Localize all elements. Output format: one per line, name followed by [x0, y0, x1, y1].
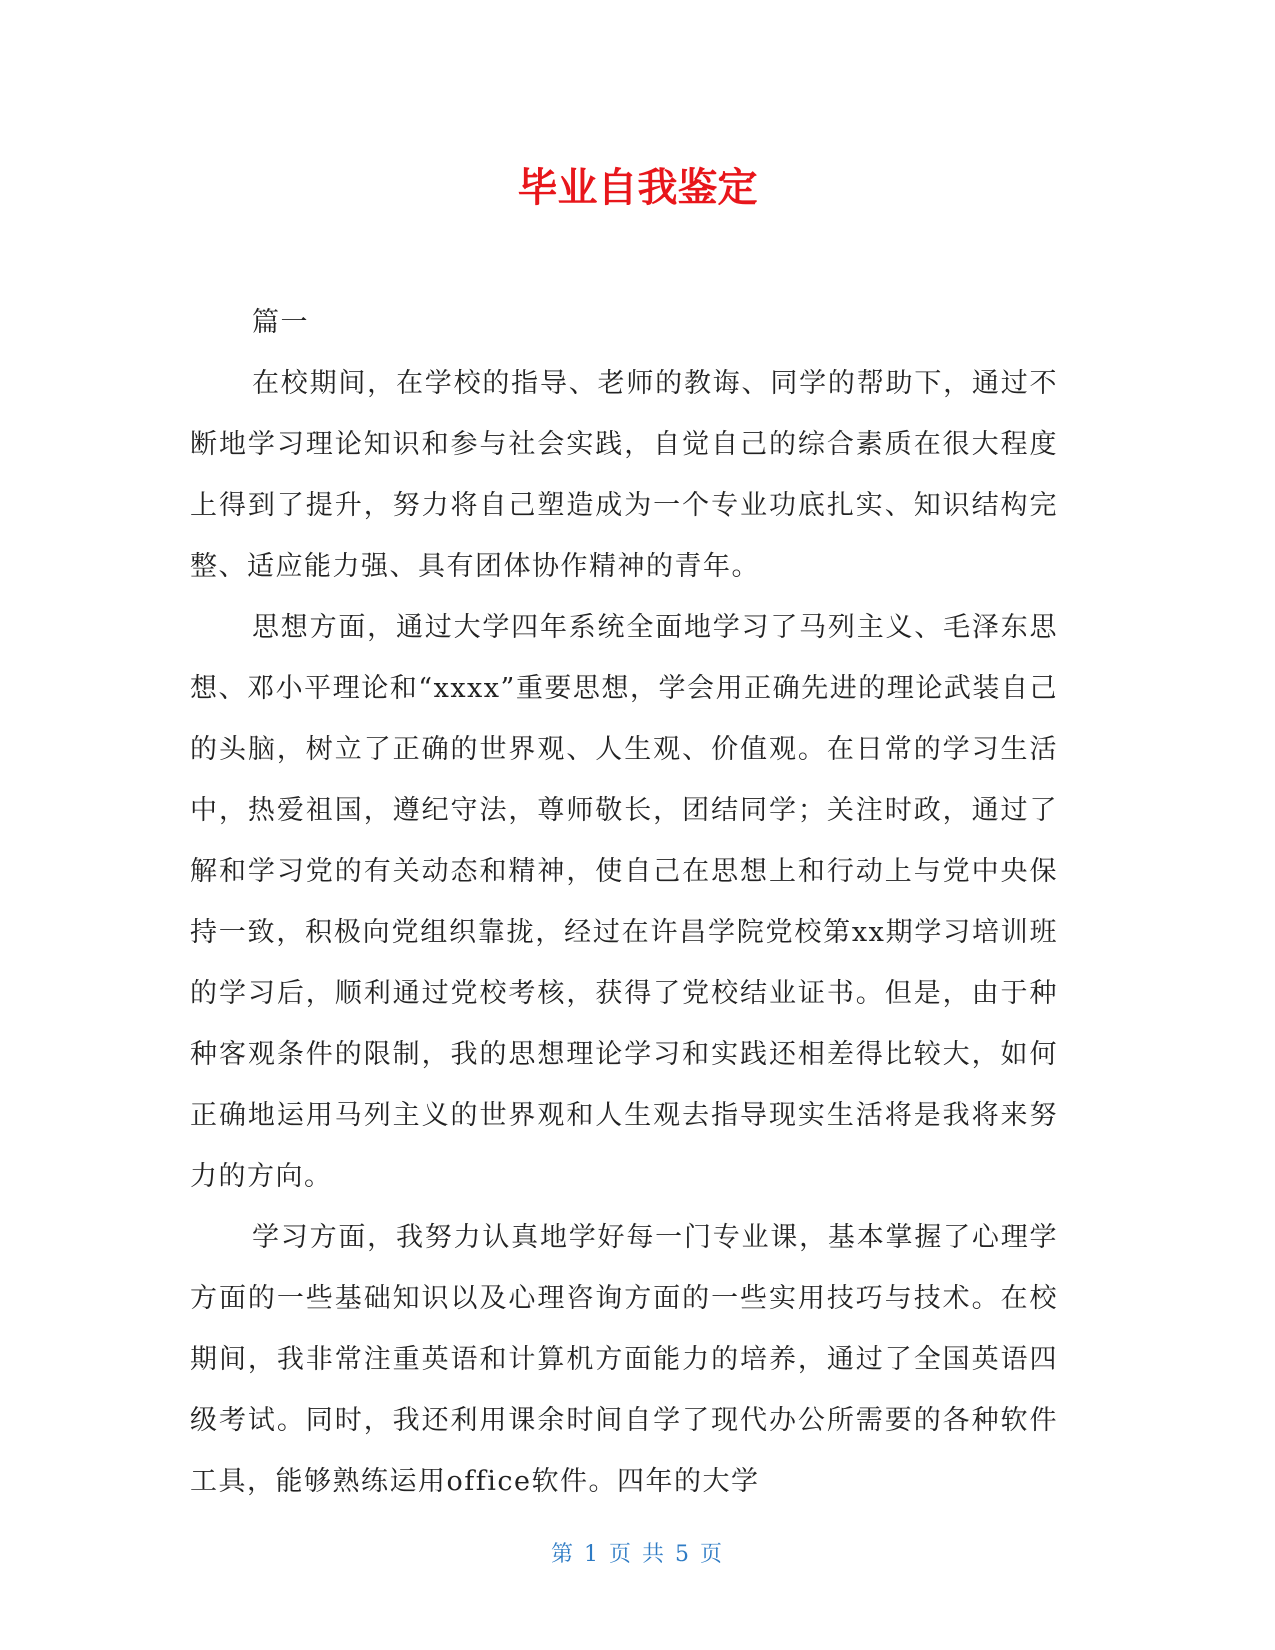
paragraph-ideology: 思想方面，通过大学四年系统全面地学习了马列主义、毛泽东思想、邓小平理论和“xxxx”重要思想，学会用正确先进的理论武装自己的头脑，树立了正确的世界观、人生观、价值观。在日常的学习生活中，热爱祖国，遵纪守法，尊师敬长，团结同学；关注时政，通过了解和学习党的有关动态和精神，使自己在思想上和行动上与党中央保持一致，积极向党组织靠拢，经过在许昌学院党校第xx期学习培训班的学习后，顺利通过党校考核，获得了党校结业证书。但是，由于种种客观条件的限制，我的思想理论学习和实践还相差得比较大，如何正确地运用马列主义的世界观和人生观去指导现实生活将是我将来努力的方向。 [190, 612, 1058, 1192]
paragraph-study: 学习方面，我努力认真地学好每一门专业课，基本掌握了心理学方面的一些基础知识以及心理咨询方面的一些实用技巧与技术。在校期间，我非常注重英语和计算机方面能力的培养，通过了全国英语四级考试。同时，我还利用课余时间自学了现代办公所需要的各种软件工具，能够熟练运用office软件。四年的大学 [190, 1222, 1058, 1497]
document-body [190, 292, 1058, 1512]
paragraph-intro: 在校期间，在学校的指导、老师的教诲、同学的帮助下，通过不断地学习理论知识和参与社会实践，自觉自己的综合素质在很大程度上得到了提升，努力将自己塑造成为一个专业功底扎实、知识结构完整、适应能力强、具有团体协作精神的青年。 [190, 368, 1058, 582]
page-number-footer: 第 1 页 共 5 页 [551, 1542, 724, 1567]
document-title: 毕业自我鉴定 [517, 165, 758, 211]
section-label: 篇一 [252, 307, 309, 338]
